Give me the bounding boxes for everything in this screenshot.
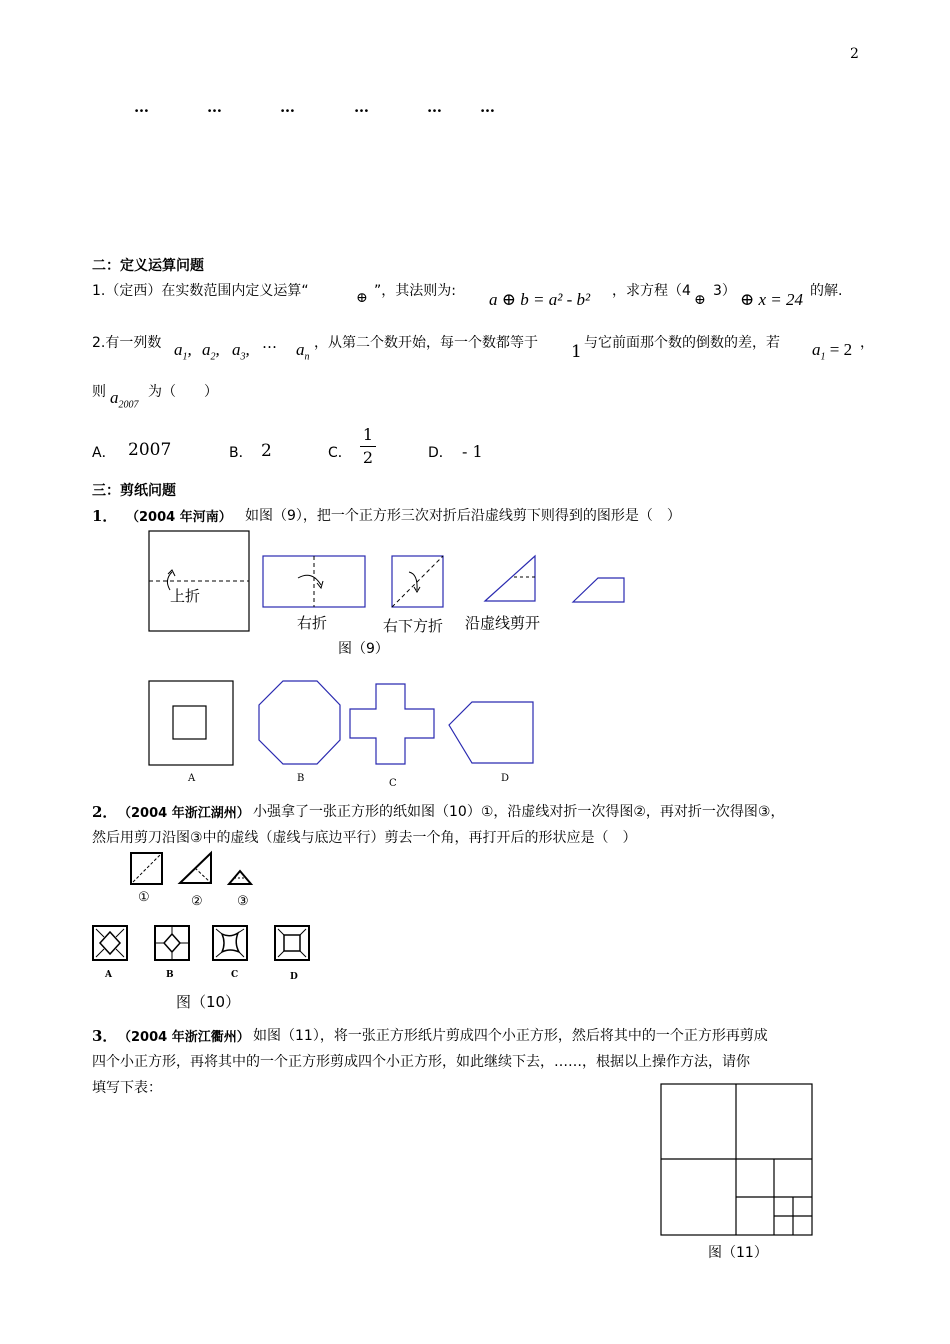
option-b-value: 2	[261, 441, 272, 461]
seq-a1: $a_1$,	[174, 340, 192, 363]
target-a2007: $a_{2007}$	[110, 388, 139, 411]
step-label-fold-right: 右折	[297, 614, 328, 632]
fig10-step3-label: ③	[237, 894, 249, 909]
fig10-step2-label: ②	[191, 894, 203, 909]
ellipsis-2: …	[207, 98, 222, 116]
s2-q1-mid: ”，其法则为:	[374, 283, 456, 299]
figure-11-caption: 图（11）	[708, 1245, 768, 1261]
figure-9-caption: 图（9）	[338, 641, 389, 657]
ellipsis-1: …	[134, 98, 149, 116]
figure-10-caption: 图（10）	[176, 993, 241, 1011]
s3-q3-text-2: 四个小正方形，再将其中的一个正方形剪成四个小正方形，如此继续下去，……，根据以上操作方法，请你	[92, 1054, 750, 1070]
step-label-cut: 沿虚线剪开	[465, 614, 541, 632]
number-one: 1	[571, 342, 582, 362]
step-label-fold-down-right: 右下方折	[383, 617, 444, 635]
fig10-choice-c-label: C	[231, 970, 239, 980]
section-3-heading: 三：剪纸问题	[92, 483, 176, 499]
fig10-choice-b-label: B	[166, 970, 174, 980]
seq-a2: $a_2$,	[202, 340, 220, 363]
choice-d-label: D	[501, 773, 510, 784]
fig10-choice-a-label: A	[105, 970, 112, 980]
ellipsis-4: …	[354, 98, 369, 116]
s3-q2-text-1: 小强拿了一张正方形的纸如图（10）①，沿虚线对折一次得图②，再对折一次得图③，	[253, 804, 785, 820]
s3-q3-text-1: 如图（11），将一张正方形纸片剪成四个小正方形，然后将其中的一个正方形再剪成	[253, 1028, 768, 1044]
choice-b-label: B	[297, 773, 305, 784]
s3-q1-source: （2004 年河南）	[126, 510, 232, 525]
page-number: 2	[850, 46, 859, 62]
s2-q1-after-rule: ，求方程（4	[612, 283, 691, 299]
s2-q1-prefix: 1.（定西）在实数范围内定义运算“	[92, 283, 309, 299]
s2-q2-prefix: 2.有一列数	[92, 335, 162, 351]
section-2-heading: 二：定义运算问题	[92, 258, 204, 274]
s2-q2-line2-prefix: 则	[92, 384, 106, 400]
seq-a3: $a_3$,	[232, 340, 250, 363]
s2-q2-mid2: 与它前面那个数的倒数的差，若	[584, 335, 780, 351]
oplus-symbol: ⊕	[356, 290, 368, 306]
option-a-label: A．	[92, 445, 116, 461]
s3-q3-num: 3．	[92, 1027, 118, 1045]
s3-q2-text-2: 然后用剪刀沿图③中的虚线（虚线与底边平行）剪去一个角，再打开后的形状应是（ ）	[92, 830, 637, 846]
s2-q1-suffix: 的解.	[810, 283, 843, 299]
option-c-label: C．	[328, 445, 352, 461]
option-d-label: D．	[428, 445, 453, 461]
ellipsis-6: …	[480, 98, 495, 116]
step-label-fold-up: 上折	[170, 587, 201, 605]
option-c-fraction: 1 2	[360, 426, 376, 467]
seq-an: $a_n$	[296, 340, 310, 363]
option-b-label: B．	[229, 445, 253, 461]
seq-dots: …	[262, 334, 277, 352]
option-d-value: - 1	[462, 442, 483, 461]
s3-q1-num: 1．	[92, 507, 118, 525]
s3-q3-text-3: 填写下表：	[92, 1080, 162, 1096]
fig10-choice-d-label: D	[290, 972, 298, 982]
s2-q1-three: 3）	[713, 283, 736, 299]
choice-c-label: C	[389, 778, 397, 789]
s2-q2-line2-suffix: 为（ ）	[148, 384, 218, 400]
choice-a-label: A	[188, 773, 196, 784]
ellipsis-3: …	[280, 98, 295, 116]
condition-a1: $a_1 = 2$	[812, 340, 853, 363]
s2-q2-mid: ，从第二个数开始，每一个数都等于	[314, 335, 538, 351]
s3-q1-text: 如图（9），把一个正方形三次对折后沿虚线剪下则得到的图形是（ ）	[245, 508, 681, 524]
oplus-symbol-2: ⊕	[694, 292, 706, 308]
option-a-value: 2007	[128, 440, 172, 460]
equation-rest: ⊕ x = 24	[740, 290, 804, 309]
comma: ，	[860, 335, 874, 351]
s3-q2-source: （2004 年浙江湖州）	[118, 806, 250, 821]
s3-q3-source: （2004 年浙江衢州）	[118, 1030, 250, 1045]
ellipsis-5: …	[427, 98, 442, 116]
fig10-step1-label: ①	[138, 890, 150, 905]
s3-q2-num: 2．	[92, 803, 118, 821]
operation-rule: a ⊕ b = a² - b²	[489, 290, 591, 309]
